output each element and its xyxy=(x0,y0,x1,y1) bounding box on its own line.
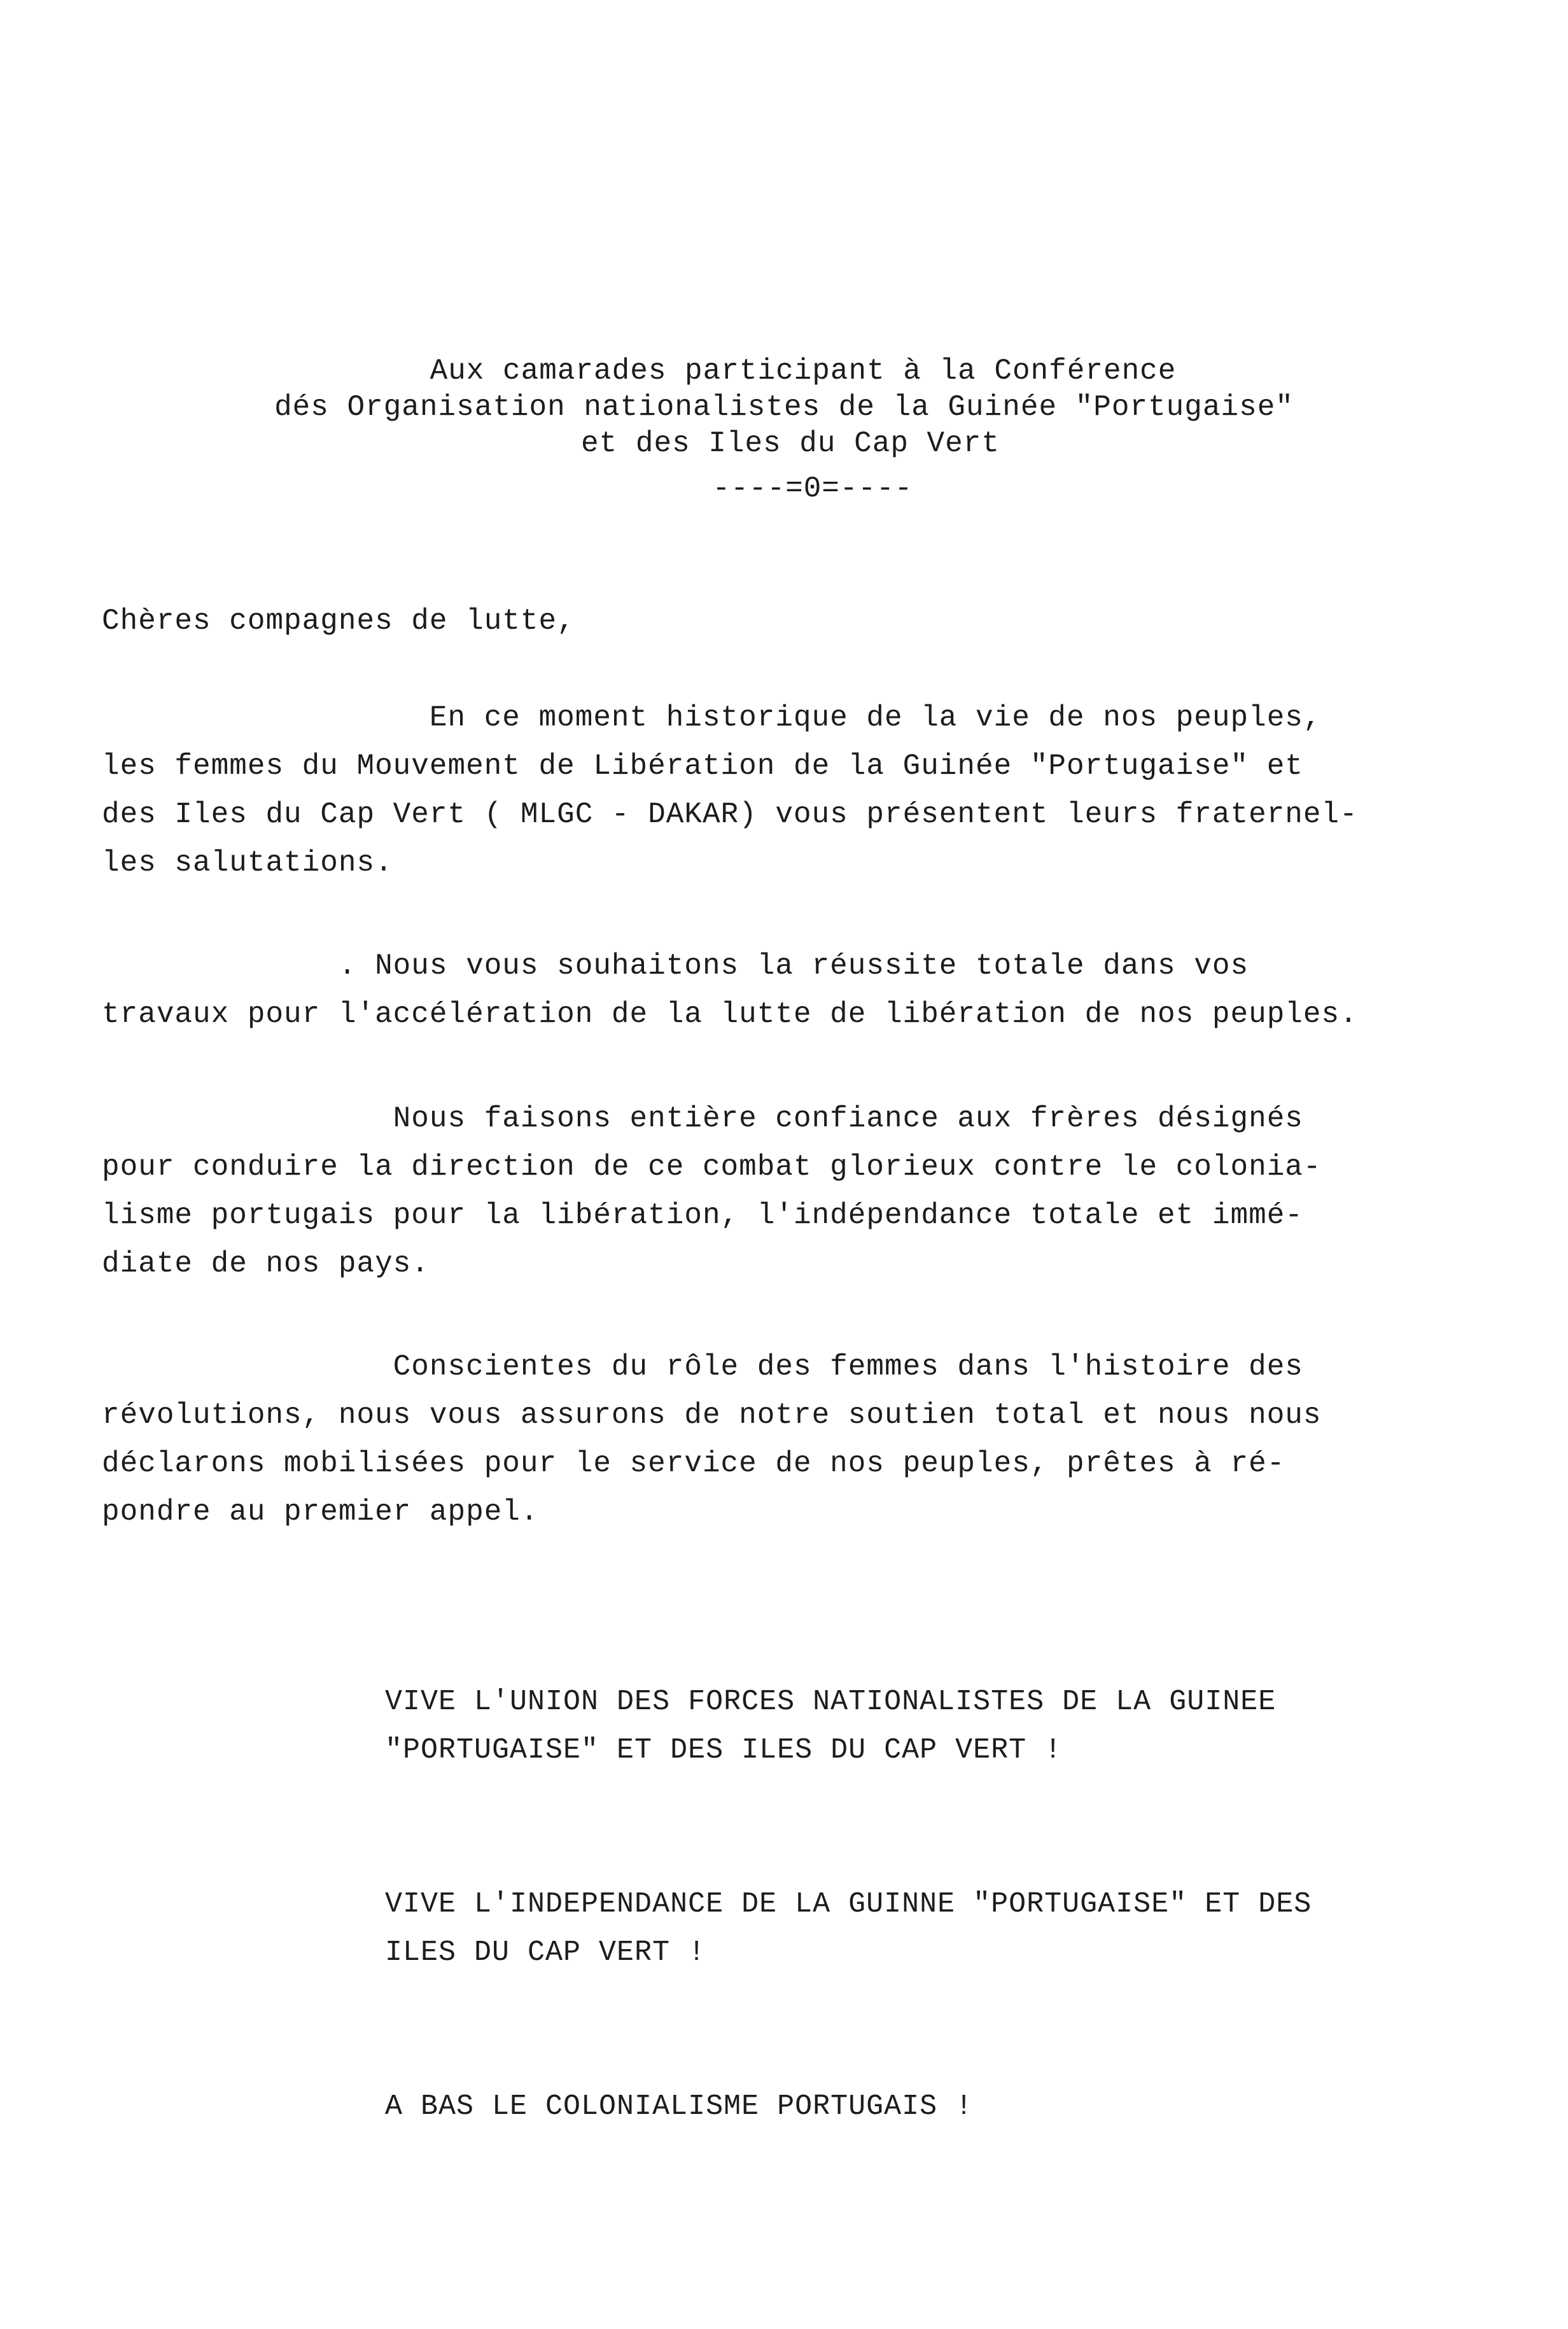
slogan-union: VIVE L'UNION DES FORCES NATIONALISTES DE LA GUINEE "PORTUGAISE" ET DES ILES DU CAP VERT ! xyxy=(385,1686,1277,1766)
letter-heading xyxy=(0,353,1568,507)
heading-line-1: Aux camarades participant à la Conférence xyxy=(430,354,1177,388)
salutation: Chères compagnes de lutte, xyxy=(102,605,575,638)
paragraph-commitment: Conscientes du rôle des femmes dans l'histoire des révolutions, nous vous assurons de notre soutien total et nous nous déclarons mobilisées pour le service de nos peuples, prêtes à ré- pondre au premier appel. xyxy=(102,1350,1322,1528)
paragraph-wishes: . Nous vous souhaitons la réussite totale dans vos travaux pour l'accélération de la lutte de libération de nos peuples. xyxy=(102,949,1358,1031)
heading-line-3: et des Iles du Cap Vert xyxy=(581,427,1000,460)
heading-line-2: dés Organisation nationalistes de la Guinée "Portugaise" xyxy=(274,391,1294,424)
slogan-anticolonial: A BAS LE COLONIALISME PORTUGAIS ! xyxy=(385,2090,974,2123)
slogan-independence: VIVE L'INDEPENDANCE DE LA GUINNE "PORTUGAISE" ET DES ILES DU CAP VERT ! xyxy=(385,1888,1312,1969)
paragraph-greetings: En ce moment historique de la vie de nos peuples, les femmes du Mouvement de Libération de la Guinée "Portugaise" et des Iles du Cap Vert ( MLGC - DAKAR) vous présentent leurs fraternel- les salutations. xyxy=(102,701,1358,879)
closing-slogans xyxy=(385,1581,1312,2237)
heading-separator: ----=0=---- xyxy=(712,472,913,505)
paragraph-confidence: Nous faisons entière confiance aux frères désignés pour conduire la direction de ce combat glorieux contre le colonia- lisme portugais pour la libération, l'indépendance totale et immé- diate de nos pays. xyxy=(102,1102,1322,1280)
